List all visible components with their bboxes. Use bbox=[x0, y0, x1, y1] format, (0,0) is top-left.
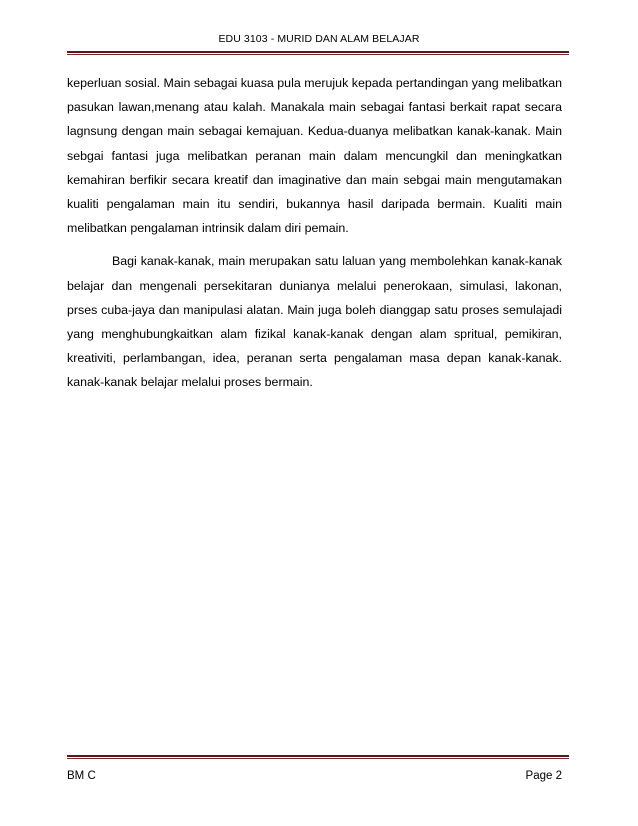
paragraph-2: Bagi kanak-kanak, main merupakan satu laluan yang membolehkan kanak-kanak belajar dan mengenali persekitaran dunianya melalui penerokaan, simulasi, lakonan, prses cuba-jaya dan manipulasi alatan. Main juga boleh dianggap satu proses semulajadi yang menghubungkaitkan alam fizikal kanak-kanak dengan alam spritual, pemikiran, kreativiti, perlambangan, idea, peranan serta pengalaman masa depan kanak-kanak. kanak-kanak belajar melalui proses bermain. bbox=[67, 254, 562, 390]
header-divider bbox=[67, 51, 569, 53]
header-divider-thin bbox=[67, 54, 569, 55]
footer-divider-thin bbox=[67, 758, 569, 759]
footer-left-text: BM C bbox=[67, 770, 96, 782]
paragraph-1: keperluan sosial. Main sebagai kuasa pula merujuk kepada pertandingan yang melibatkan pasukan lawan,menang atau kalah. Manakala main sebagai fantasi berkait rapat secara lagnsung dengan main sebagai kemajuan. Kedua-duanya melibatkan kanak-kanak. Main sebgai fantasi juga melibatkan peranan main dalam mencungkil dan meningkatkan kemahiran berfikir secara kreatif dan imaginative dan main sebgai main mengutamakan kualiti pengalaman main itu sendiri, bukannya hasil daripada bermain. Kualiti main melibatkan pengalaman intrinsik dalam diri pemain. bbox=[67, 76, 562, 236]
body-text bbox=[67, 71, 562, 395]
header-title: EDU 3103 - MURID DAN ALAM BELAJAR bbox=[218, 33, 420, 45]
page-number: Page 2 bbox=[525, 770, 562, 782]
footer-divider bbox=[67, 755, 569, 757]
